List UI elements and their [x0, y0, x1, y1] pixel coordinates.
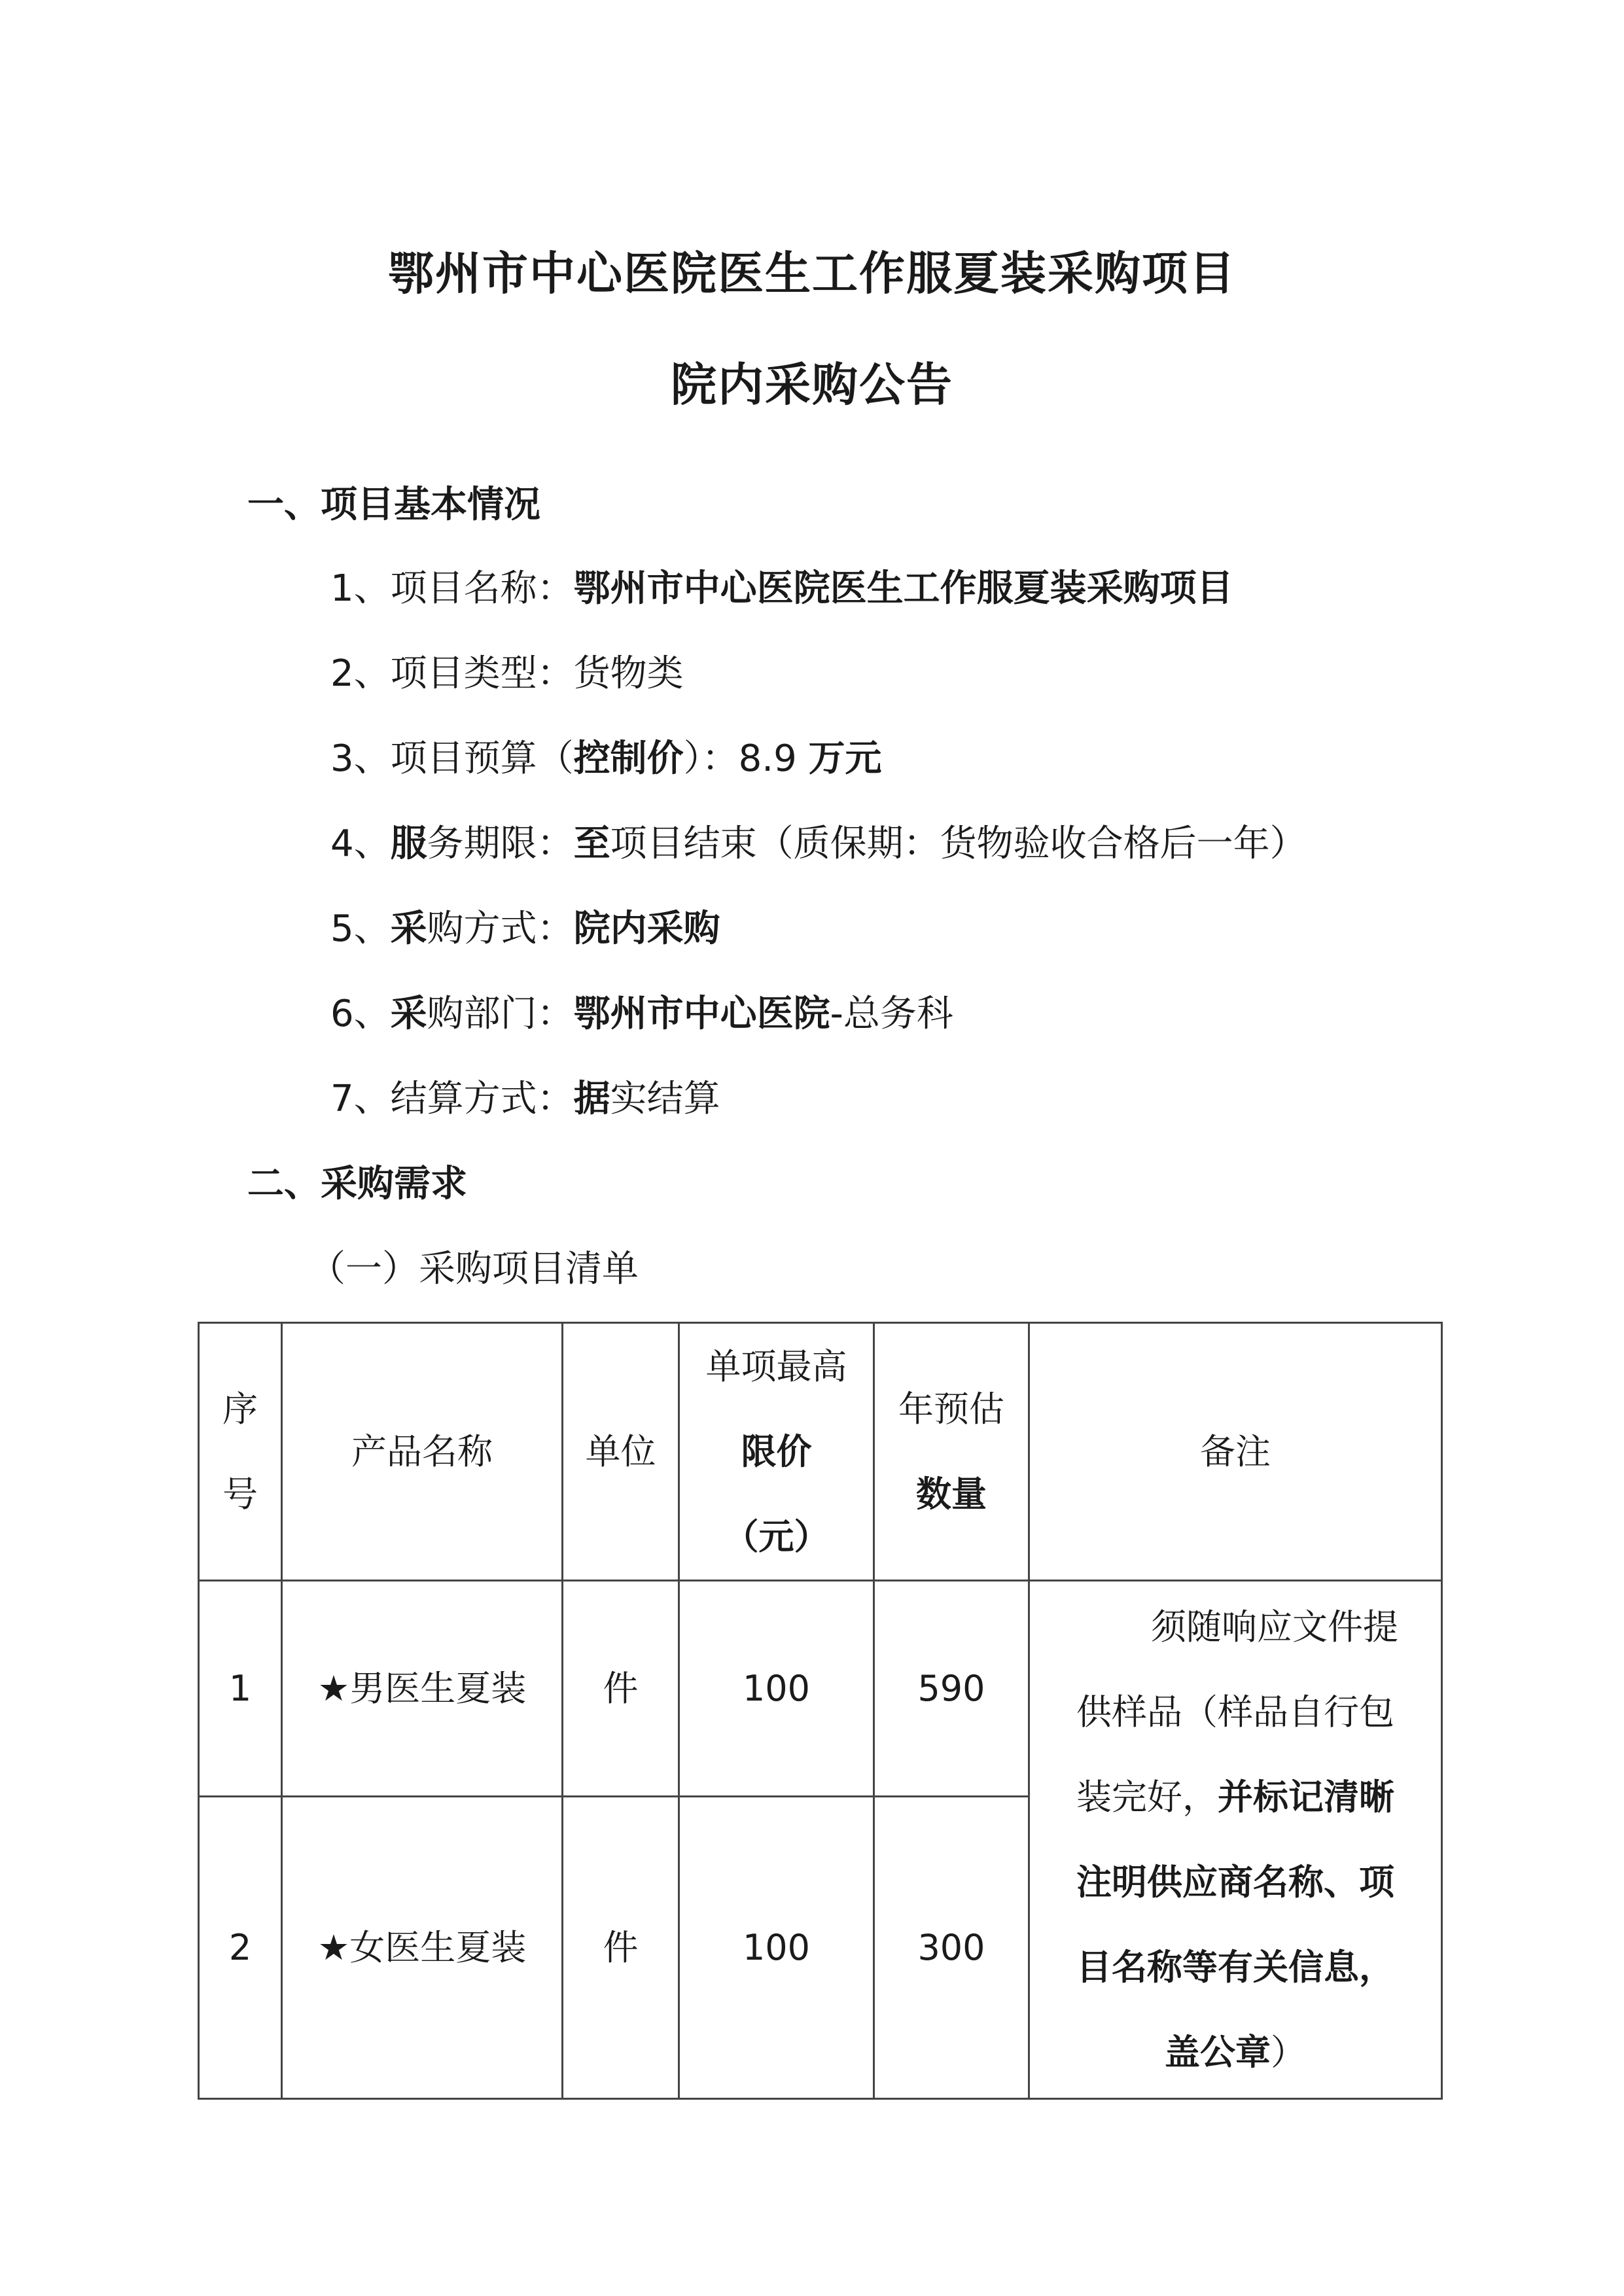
cell-unit: 件	[563, 1797, 679, 2099]
item-project-type: 2、项目类型：货物类	[330, 652, 684, 695]
cell-qty: 590	[874, 1581, 1029, 1797]
table-header-row	[199, 1323, 1442, 1581]
procurement-table	[198, 1322, 1443, 2100]
subheading-procurement-list: （一）采购项目清单	[309, 1248, 639, 1290]
document-title-line1: 鄂州市中心医院医生工作服夏装采购项目	[388, 247, 1236, 300]
section-heading-basic-info: 一、项目基本情况	[247, 484, 540, 526]
header-unit: 单位	[563, 1323, 679, 1581]
cell-qty: 300	[874, 1797, 1029, 2099]
header-note: 备注	[1029, 1323, 1442, 1581]
header-product-name: 产品名称	[282, 1323, 563, 1581]
item-settlement-method: 7、结算方式：据实结算	[330, 1078, 720, 1120]
cell-unit: 件	[563, 1581, 679, 1797]
cell-product-name: ★女医生夏装	[282, 1797, 563, 2099]
cell-price: 100	[679, 1581, 874, 1797]
header-seq: 序 号	[199, 1323, 282, 1581]
cell-seq: 2	[199, 1797, 282, 2099]
table-row	[199, 1581, 1442, 1797]
cell-product-name: ★男医生夏装	[282, 1581, 563, 1797]
item-procurement-method: 5、采购方式：院内采购	[330, 908, 720, 950]
cell-note: 须随响应文件提 供样品（样品自行包 装完好，并标记清晰 注明供应商名称、项 目名称等有关信息， 盖公章）	[1029, 1581, 1442, 2099]
cell-price: 100	[679, 1797, 874, 2099]
header-annual-qty: 年预估 数量	[874, 1323, 1029, 1581]
item-service-period: 4、服务期限：至项目结束（质保期：货物验收合格后一年）	[330, 822, 1307, 865]
header-max-price: 单项最高 限价 （元）	[679, 1323, 874, 1581]
item-procurement-department: 6、采购部门：鄂州市中心医院-总务科	[330, 993, 953, 1035]
cell-seq: 1	[199, 1581, 282, 1797]
item-project-name: 1、项目名称：鄂州市中心医院医生工作服夏装采购项目	[330, 567, 1233, 610]
item-project-budget: 3、项目预算（控制价）：8.9 万元	[330, 737, 882, 780]
section-heading-requirements: 二、采购需求	[247, 1163, 467, 1205]
document-title-line2: 院内采购公告	[671, 358, 953, 412]
